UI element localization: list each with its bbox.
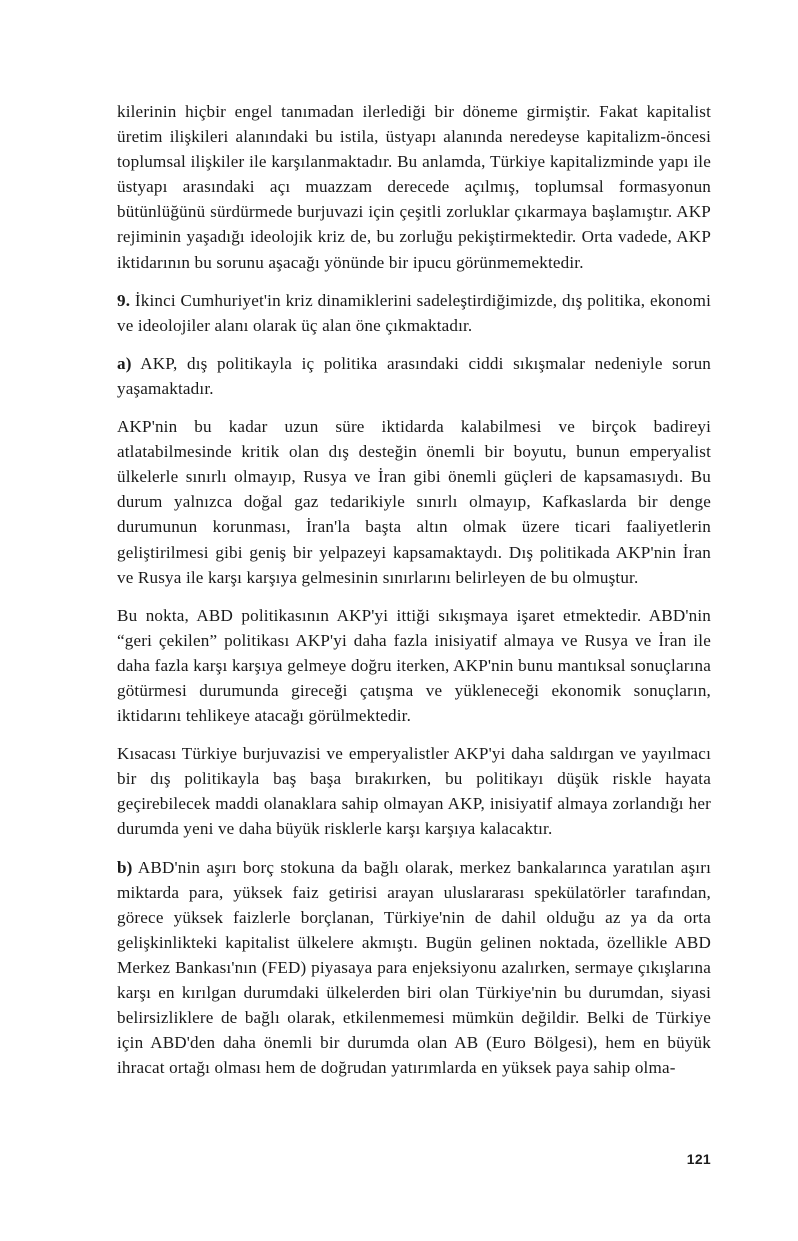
body-text-column [117,99,711,1080]
paragraph-text: AKP, dış politikayla iç politika arasındaki ciddi sıkışmalar nedeniyle sorun yaşamaktadır. [117,353,711,398]
paragraph-marker: a) [117,353,132,373]
paragraph [117,288,711,338]
paragraph [117,855,711,1081]
paragraph-text: İkinci Cumhuriyet'in kriz dinamiklerini sadeleştirdiğimizde, dış politika, ekonomi ve ideolojiler alanı olarak üç alan öne çıkmaktadır. [117,290,711,335]
paragraph [117,414,711,590]
paragraph-text: kilerinin hiçbir engel tanımadan ilerlediği bir döneme girmiştir. Fakat kapitalist üretim ilişkileri alanındaki bu istila, üstyapı alanında neredeyse kapitalizm-öncesi toplumsal ilişkiler ile karşılanmaktadır. Bu anlamda, Türkiye kapitalizminde yapı ile üstyapı arasındaki açı muazzam derecede açılmış, toplumsal formasyonun bütünlüğünü sürdürmede burjuvazi için çeşitli zorluklar çıkarmaya başlamıştır. AKP rejiminin yaşadığı ideolojik kriz de, bu zorluğu pekiştirmektedir. Orta vadede, AKP iktidarının bu sorunu aşacağı yönünde bir ipucu görünmemektedir. [117,102,711,272]
paragraph-marker: 9. [117,290,131,310]
paragraph [117,351,711,401]
paragraph-marker: b) [117,857,133,877]
paragraph-text: Kısacası Türkiye burjuvazisi ve emperyalistler AKP'yi daha saldırgan ve yayılmacı bir dış politikayla baş başa bırakırken, bu politikayı düşük riskle hayata geçirebilecek maddi olanaklara sahip olmayan AKP, inisiyatif almaya zorlandığı her durumda yeni ve daha büyük risklerle karşı karşıya kalacaktır. [117,744,711,839]
paragraph-text: AKP'nin bu kadar uzun süre iktidarda kalabilmesi ve birçok badireyi atlatabilmesinde kritik olan dış desteğin önemli bir boyutu, bunun emperyalist ülkelerle sınırlı olmayıp, Rusya ve İran gibi önemli güçleri de kapsamasıydı. Bu durum yalnızca doğal gaz tedarikiyle sınırlı olmayıp, Kafkaslarda bir denge durumunun korunması, İran'la başta altın olmak üzere ticari faaliyetlerin geliştirilmesi gibi geniş bir yelpazeyi kapsamaktaydı. Dış politikada AKP'nin İran ve Rusya ile karşı karşıya gelmesinin sınırlarını belirleyen de bu olmuştur. [117,417,711,587]
page-number: 121 [686,1151,711,1167]
paragraph-text: ABD'nin aşırı borç stokuna da bağlı olarak, merkez bankalarınca yaratılan aşırı miktarda para, yüksek faiz getirisi arayan uluslararası spekülatörler tarafından, görece yüksek faizlerle borçlanan, Türkiye'nin de dahil olduğu az ya da orta gelişkinlikteki kapitalist ülkelere akmıştı. Bugün gelinen noktada, özellikle ABD Merkez Bankası'nın (FED) piyasaya para enjeksiyonu azalırken, sermaye çıkışlarına karşı en kırılgan durumdaki ülkelerden biri olan Türkiye'nin bu durumdan, siyasi belirsizliklere de bağlı olarak, etkilenmemesi mümkün değildir. Belki de Türkiye için ABD'den daha önemli bir durumda olan AB (Euro Bölgesi), hem en büyük ihracat ortağı olması hem de doğrudan yatırımlarda en yüksek paya sahip olma- [117,857,711,1078]
paragraph [117,741,711,841]
paragraph-text: Bu nokta, ABD politikasının AKP'yi ittiği sıkışmaya işaret etmektedir. ABD'nin “geri çekilen” politikası AKP'yi daha fazla inisiyatif almaya ve Rusya ve İran ile daha fazla karşı karşıya gelmeye doğru iterken, AKP'nin bunu mantıksal sonuçlarına götürmesi durumunda gireceği çatışma ve yükleneceği ekonomik sonuçların, iktidarını tehlikeye atacağı görülmektedir. [117,605,711,726]
paragraph [117,99,711,275]
paragraph [117,603,711,728]
